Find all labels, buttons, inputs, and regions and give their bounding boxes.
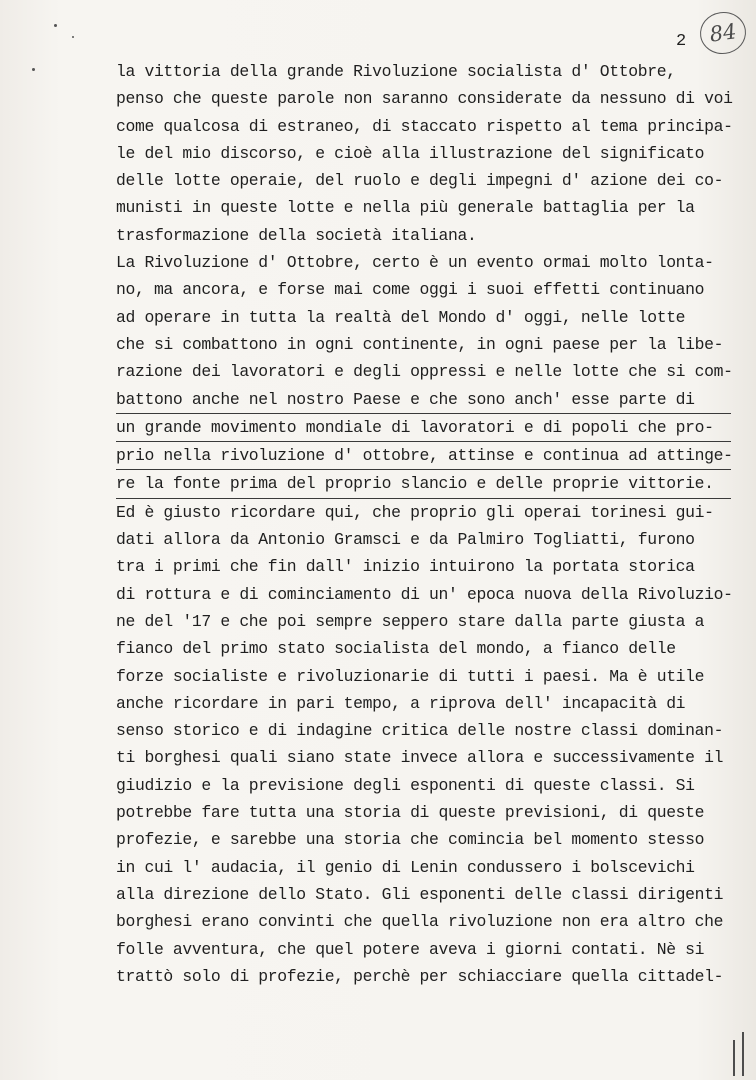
text-line: trattò solo di profezie, perchè per schiacciare quella cittadel- <box>116 966 724 986</box>
margin-pen-mark <box>742 1032 744 1076</box>
text-line: senso storico e di indagine critica delle nostre classi dominan- <box>116 721 724 741</box>
text-line: dati allora da Antonio Gramsci e da Palmiro Togliatti, furono <box>116 530 695 550</box>
text-line: ne del '17 e che poi sempre seppero stare dalla parte giusta a <box>116 611 705 631</box>
text-line: folle avventura, che quel potere aveva i giorni contati. Nè si <box>116 939 705 959</box>
text-line: potrebbe fare tutta una storia di queste previsioni, di queste <box>116 803 705 823</box>
text-line: fianco del primo stato socialista del mondo, a fianco delle <box>116 639 676 659</box>
typed-text-body <box>116 58 731 990</box>
paper-speck <box>54 24 57 27</box>
margin-pen-mark <box>733 1040 735 1076</box>
text-line: La Rivoluzione d' Ottobre, certo è un evento ormai molto lonta- <box>116 253 714 273</box>
text-line: tra i primi che fin dall' inizio intuirono la portata storica <box>116 557 695 577</box>
page-number: 2 <box>676 32 687 51</box>
text-line: no, ma ancora, e forse mai come oggi i suoi effetti continuano <box>116 280 705 300</box>
text-line: come qualcosa di estraneo, di staccato rispetto al tema principa- <box>116 116 733 136</box>
text-line: penso che queste parole non saranno considerate da nessuno di voi <box>116 89 733 109</box>
text-line: profezie, e sarebbe una storia che comincia bel momento stesso <box>116 830 705 850</box>
text-line: ti borghesi quali siano state invece allora e successivamente il <box>116 748 724 768</box>
text-line: giudizio e la previsione degli esponenti di queste classi. Si <box>116 775 695 795</box>
text-line: di rottura e di cominciamento di un' epoca nuova della Rivoluzio- <box>116 584 733 604</box>
text-line-underlined: un grande movimento mondiale di lavoratori e di popoli che pro- <box>116 414 731 442</box>
text-line: munisti in queste lotte e nella più generale battaglia per la <box>116 198 695 218</box>
paper-speck <box>72 36 74 38</box>
text-line: in cui l' audacia, il genio di Lenin condussero i bolscevichi <box>116 857 695 877</box>
text-line: Ed è giusto ricordare qui, che proprio gli operai torinesi gui- <box>116 502 714 522</box>
text-line: la vittoria della grande Rivoluzione socialista d' Ottobre, <box>116 62 676 81</box>
text-line: le del mio discorso, e cioè alla illustrazione del significato <box>116 143 705 163</box>
text-line: anche ricordare in pari tempo, a riprova dell' incapacità di <box>116 693 686 713</box>
paper-speck <box>32 68 35 71</box>
text-line: alla direzione dello Stato. Gli esponenti delle classi dirigenti <box>116 884 724 904</box>
archive-number-stamp: 84 <box>697 9 748 57</box>
text-line: trasformazione della società italiana. <box>116 225 477 245</box>
text-line: ad operare in tutta la realtà del Mondo d' oggi, nelle lotte <box>116 307 686 327</box>
text-line: delle lotte operaie, del ruolo e degli impegni d' azione dei co- <box>116 171 724 191</box>
text-line: borghesi erano convinti che quella rivoluzione non era altro che <box>116 912 724 932</box>
text-line: razione dei lavoratori e degli oppressi e nelle lotte che si com- <box>116 362 733 382</box>
text-line: che si combattono in ogni continente, in ogni paese per la libe- <box>116 334 724 354</box>
text-line-underlined: re la fonte prima del proprio slancio e delle proprie vittorie. <box>116 470 731 498</box>
text-line-underlined: prio nella rivoluzione d' ottobre, attinse e continua ad attinge- <box>116 442 731 470</box>
text-line-underlined: battono anche nel nostro Paese e che sono anch' esse parte di <box>116 386 731 414</box>
text-line: forze socialiste e rivoluzionarie di tutti i paesi. Ma è utile <box>116 666 705 686</box>
